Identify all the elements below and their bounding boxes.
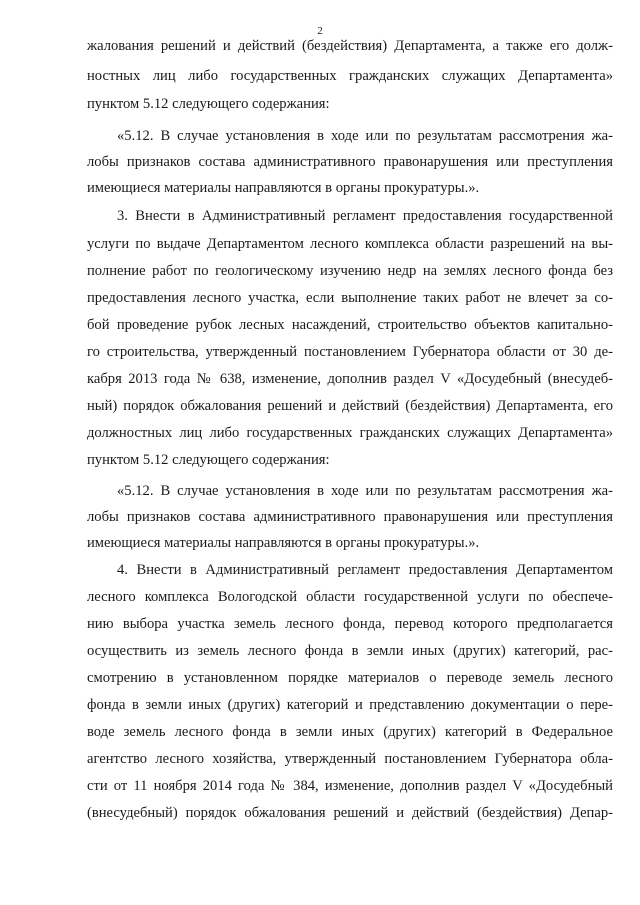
text-line: нию выбора участка земель лесного фонда, перевод которого предполагается: [87, 616, 613, 632]
text-line: должностных лиц либо государственных гражданских служащих Департамента»: [87, 425, 613, 441]
text-line: бой проведение рубок лесных насаждений, строительство объектов капитально-: [87, 317, 613, 333]
text-line: жалования решений и действий (бездействия) Департамента, а также его долж-: [87, 38, 613, 54]
text-line: кабря 2013 года № 638, изменение, дополнив раздел V «Досудебный (внесудеб-: [87, 371, 613, 387]
text-line: лобы признаков состава административного правонарушения или преступления: [87, 509, 613, 525]
text-line: 4. Внести в Административный регламент предоставления Департаментом: [117, 562, 613, 578]
text-line: смотрению в установленном порядке материалов о переводе земель лесного: [87, 670, 613, 686]
text-line: осуществить из земель лесного фонда в земли иных (других) категорий, рас-: [87, 643, 613, 659]
text-line: лесного комплекса Вологодской области государственной услуги по обеспече-: [87, 589, 613, 605]
text-line: пунктом 5.12 следующего содержания:: [87, 452, 330, 468]
text-line: ностных лиц либо государственных гражданских служащих Департамента»: [87, 68, 613, 84]
text-line: полнение работ по геологическому изучению недр на землях лесного фонда без: [87, 263, 613, 279]
text-line: воде земель лесного фонда в земли иных (других) категорий в Федеральное: [87, 724, 613, 740]
page-number: 2: [317, 25, 323, 37]
text-line: имеющиеся материалы направляются в органы прокуратуры.».: [87, 535, 480, 551]
text-line: фонда в земли иных (других) категорий и представлению документации о пере-: [87, 697, 613, 713]
text-line: «5.12. В случае установления в ходе или по результатам рассмотрения жа-: [117, 128, 613, 144]
text-line: ный) порядок обжалования решений и действий (бездействия) Департамента, его: [87, 398, 613, 414]
text-line: лобы признаков состава административного правонарушения или преступления: [87, 154, 613, 170]
text-line: сти от 11 ноября 2014 года № 384, изменение, дополнив раздел V «Досудебный: [87, 778, 613, 794]
text-line: агентство лесного хозяйства, утвержденный постановлением Губернатора обла-: [87, 751, 613, 767]
text-line: имеющиеся материалы направляются в органы прокуратуры.».: [87, 180, 480, 196]
text-line: услуги по выдаче Департаментом лесного комплекса области разрешений на вы-: [87, 236, 613, 252]
text-line: «5.12. В случае установления в ходе или по результатам рассмотрения жа-: [117, 483, 613, 499]
text-line: (внесудебный) порядок обжалования решений и действий (бездействия) Депар-: [87, 805, 613, 821]
text-line: пунктом 5.12 следующего содержания:: [87, 96, 330, 112]
text-line: го строительства, утвержденный постановлением Губернатора области от 30 де-: [87, 344, 613, 360]
text-line: предоставления лесного участка, если выполнение таких работ не влечет за со-: [87, 290, 613, 306]
text-line: 3. Внести в Административный регламент предоставления государственной: [117, 208, 613, 224]
